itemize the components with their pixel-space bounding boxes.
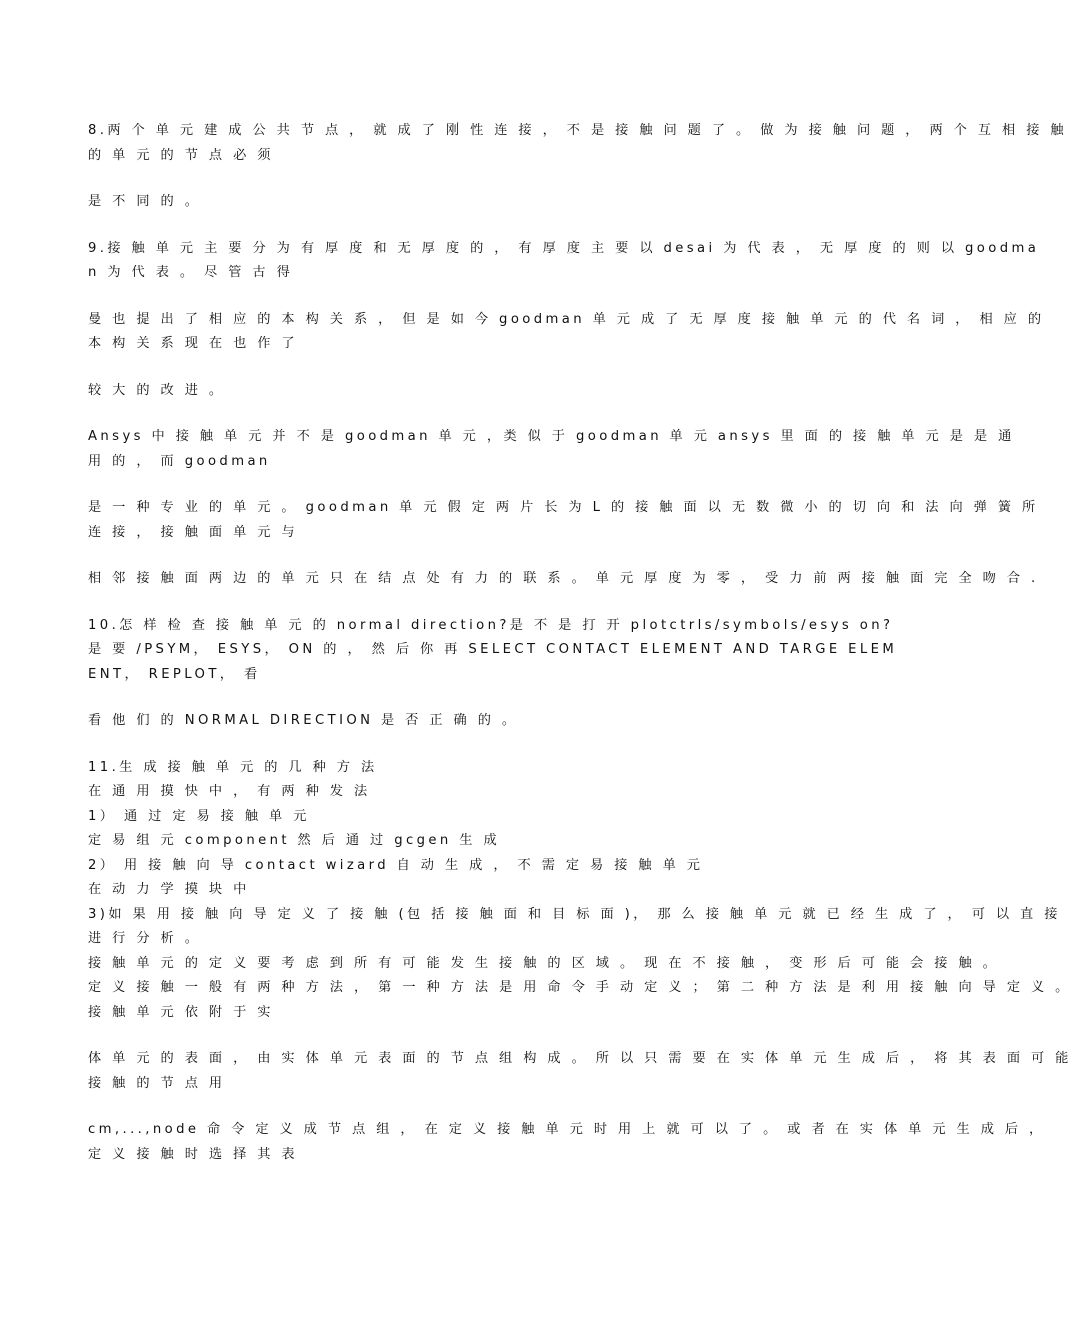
text-line: 连 接 ， 接 触 面 单 元 与	[88, 524, 299, 540]
paragraph	[88, 567, 1039, 592]
text-line: 3)如 果 用 接 触 向 导 定 义 了 接 触 (包 括 接 触 面 和 目 标 面 )， 那 么 接 触 单 元 就 已 经 生 成 了 ， 可 以 直 接	[88, 906, 1061, 922]
paragraph	[88, 379, 864, 404]
document-page	[88, 119, 1072, 1167]
text-line: 本 构 关 系 现 在 也 作 了	[88, 336, 299, 351]
paragraph	[88, 709, 864, 734]
text-line: 定 义 接 触 一 般 有 两 种 方 法 ， 第 一 种 方 法 是 用 命 令 手 动 定 义 ； 第 二 种 方 法 是 利 用 接 触 向 导 定 义 。	[88, 980, 1072, 995]
text-line: 在 动 力 学 摸 块 中	[88, 882, 250, 897]
text-line: 定 易 组 元 component 然 后 通 过 gcgen 生 成	[88, 833, 501, 848]
text-line: 体 单 元 的 表 面 ， 由 实 体 单 元 表 面 的 节 点 组 构 成 。 所 以 只 需 要 在 实 体 单 元 生 成 后 ， 将 其 表 面 可 能	[88, 1051, 1072, 1066]
paragraph	[88, 1118, 1046, 1167]
text-line: 进 行 分 析 。	[88, 931, 202, 946]
text-line: 较 大 的 改 进 。	[88, 382, 226, 398]
paragraph	[88, 308, 1045, 357]
text-line: 接 触 单 元 依 附 于 实	[88, 1004, 274, 1020]
text-line: Ansys 中 接 触 单 元 并 不 是 goodman 单 元 ，类 似 于 goodman 单 元 ansys 里 面 的 接 触 单 元 是 是 通	[88, 429, 1015, 444]
text-line: 是 不 同 的 。	[88, 194, 202, 209]
text-line: 接 触 的 节 点 用	[88, 1075, 226, 1091]
text-line: 的 单 元 的 节 点 必 须	[88, 147, 274, 163]
text-line: 是 一 种 专 业 的 单 元 。 goodman 单 元 假 定 两 片 长 为 L 的 接 触 面 以 无 数 微 小 的 切 向 和 法 向 弹 簧 所	[88, 500, 1039, 515]
text-line: 看 他 们 的 NORMAL DIRECTION 是 否 正 确 的 。	[88, 713, 519, 728]
text-line: 曼 也 提 出 了 相 应 的 本 构 关 系 ， 但 是 如 今 goodman 单 元 成 了 无 厚 度 接 触 单 元 的 代 名 词 ， 相 应 的	[88, 311, 1045, 327]
text-line: 1） 通 过 定 易 接 触 单 元	[88, 808, 310, 824]
text-line: 10.怎 样 检 查 接 触 单 元 的 normal direction?是 不 是 打 开 plotctrls/symbols/esys on?	[88, 617, 894, 633]
paragraph	[88, 1047, 1072, 1096]
text-line: 在 通 用 摸 快 中 ， 有 两 种 发 法	[88, 784, 371, 799]
paragraph-ansys	[88, 425, 1015, 474]
text-line: 2） 用 接 触 向 导 contact wizard 自 动 生 成 ， 不 需 定 易 接 触 单 元	[88, 857, 704, 873]
paragraph-8	[88, 119, 1067, 168]
text-line: 接 触 单 元 的 定 义 要 考 虑 到 所 有 可 能 发 生 接 触 的 区 域 。 现 在 不 接 触 ， 变 形 后 可 能 会 接 触 。	[88, 955, 1000, 971]
text-line: 8.两 个 单 元 建 成 公 共 节 点 ， 就 成 了 刚 性 连 接 ， 不 是 接 触 问 题 了 。 做 为 接 触 问 题 ， 两 个 互 相 接 触	[88, 123, 1067, 138]
text-line: 用 的 ， 而 goodman	[88, 453, 271, 469]
text-line: 9.接 触 单 元 主 要 分 为 有 厚 度 和 无 厚 度 的 ， 有 厚 度 主 要 以 desai 为 代 表 ， 无 厚 度 的 则 以 goodma	[88, 240, 1040, 256]
text-line: 11.生 成 接 触 单 元 的 几 种 方 法	[88, 759, 378, 775]
paragraph	[88, 496, 1039, 545]
paragraph	[88, 190, 864, 215]
paragraph-10	[88, 614, 898, 688]
paragraph-11	[88, 756, 1072, 1026]
text-line: 相 邻 接 触 面 两 边 的 单 元 只 在 结 点 处 有 力 的 联 系 。 单 元 厚 度 为 零 ， 受 力 前 两 接 触 面 完 全 吻 合 .	[88, 571, 1039, 586]
text-line: ENT， REPLOT， 看	[88, 666, 261, 682]
paragraph-9	[88, 237, 1040, 286]
text-line: n 为 代 表 。 尽 管 古 得	[88, 265, 294, 280]
text-line: cm,...,node 命 令 定 义 成 节 点 组 ， 在 定 义 接 触 单 元 时 用 上 就 可 以 了 。 或 者 在 实 体 单 元 生 成 后 ，	[88, 1122, 1046, 1137]
text-line: 是 要 /PSYM， ESYS， ON 的 ， 然 后 你 再 SELECT CONTACT ELEMENT AND TARGE ELEM	[88, 642, 898, 657]
text-line: 定 义 接 触 时 选 择 其 表	[88, 1146, 299, 1162]
